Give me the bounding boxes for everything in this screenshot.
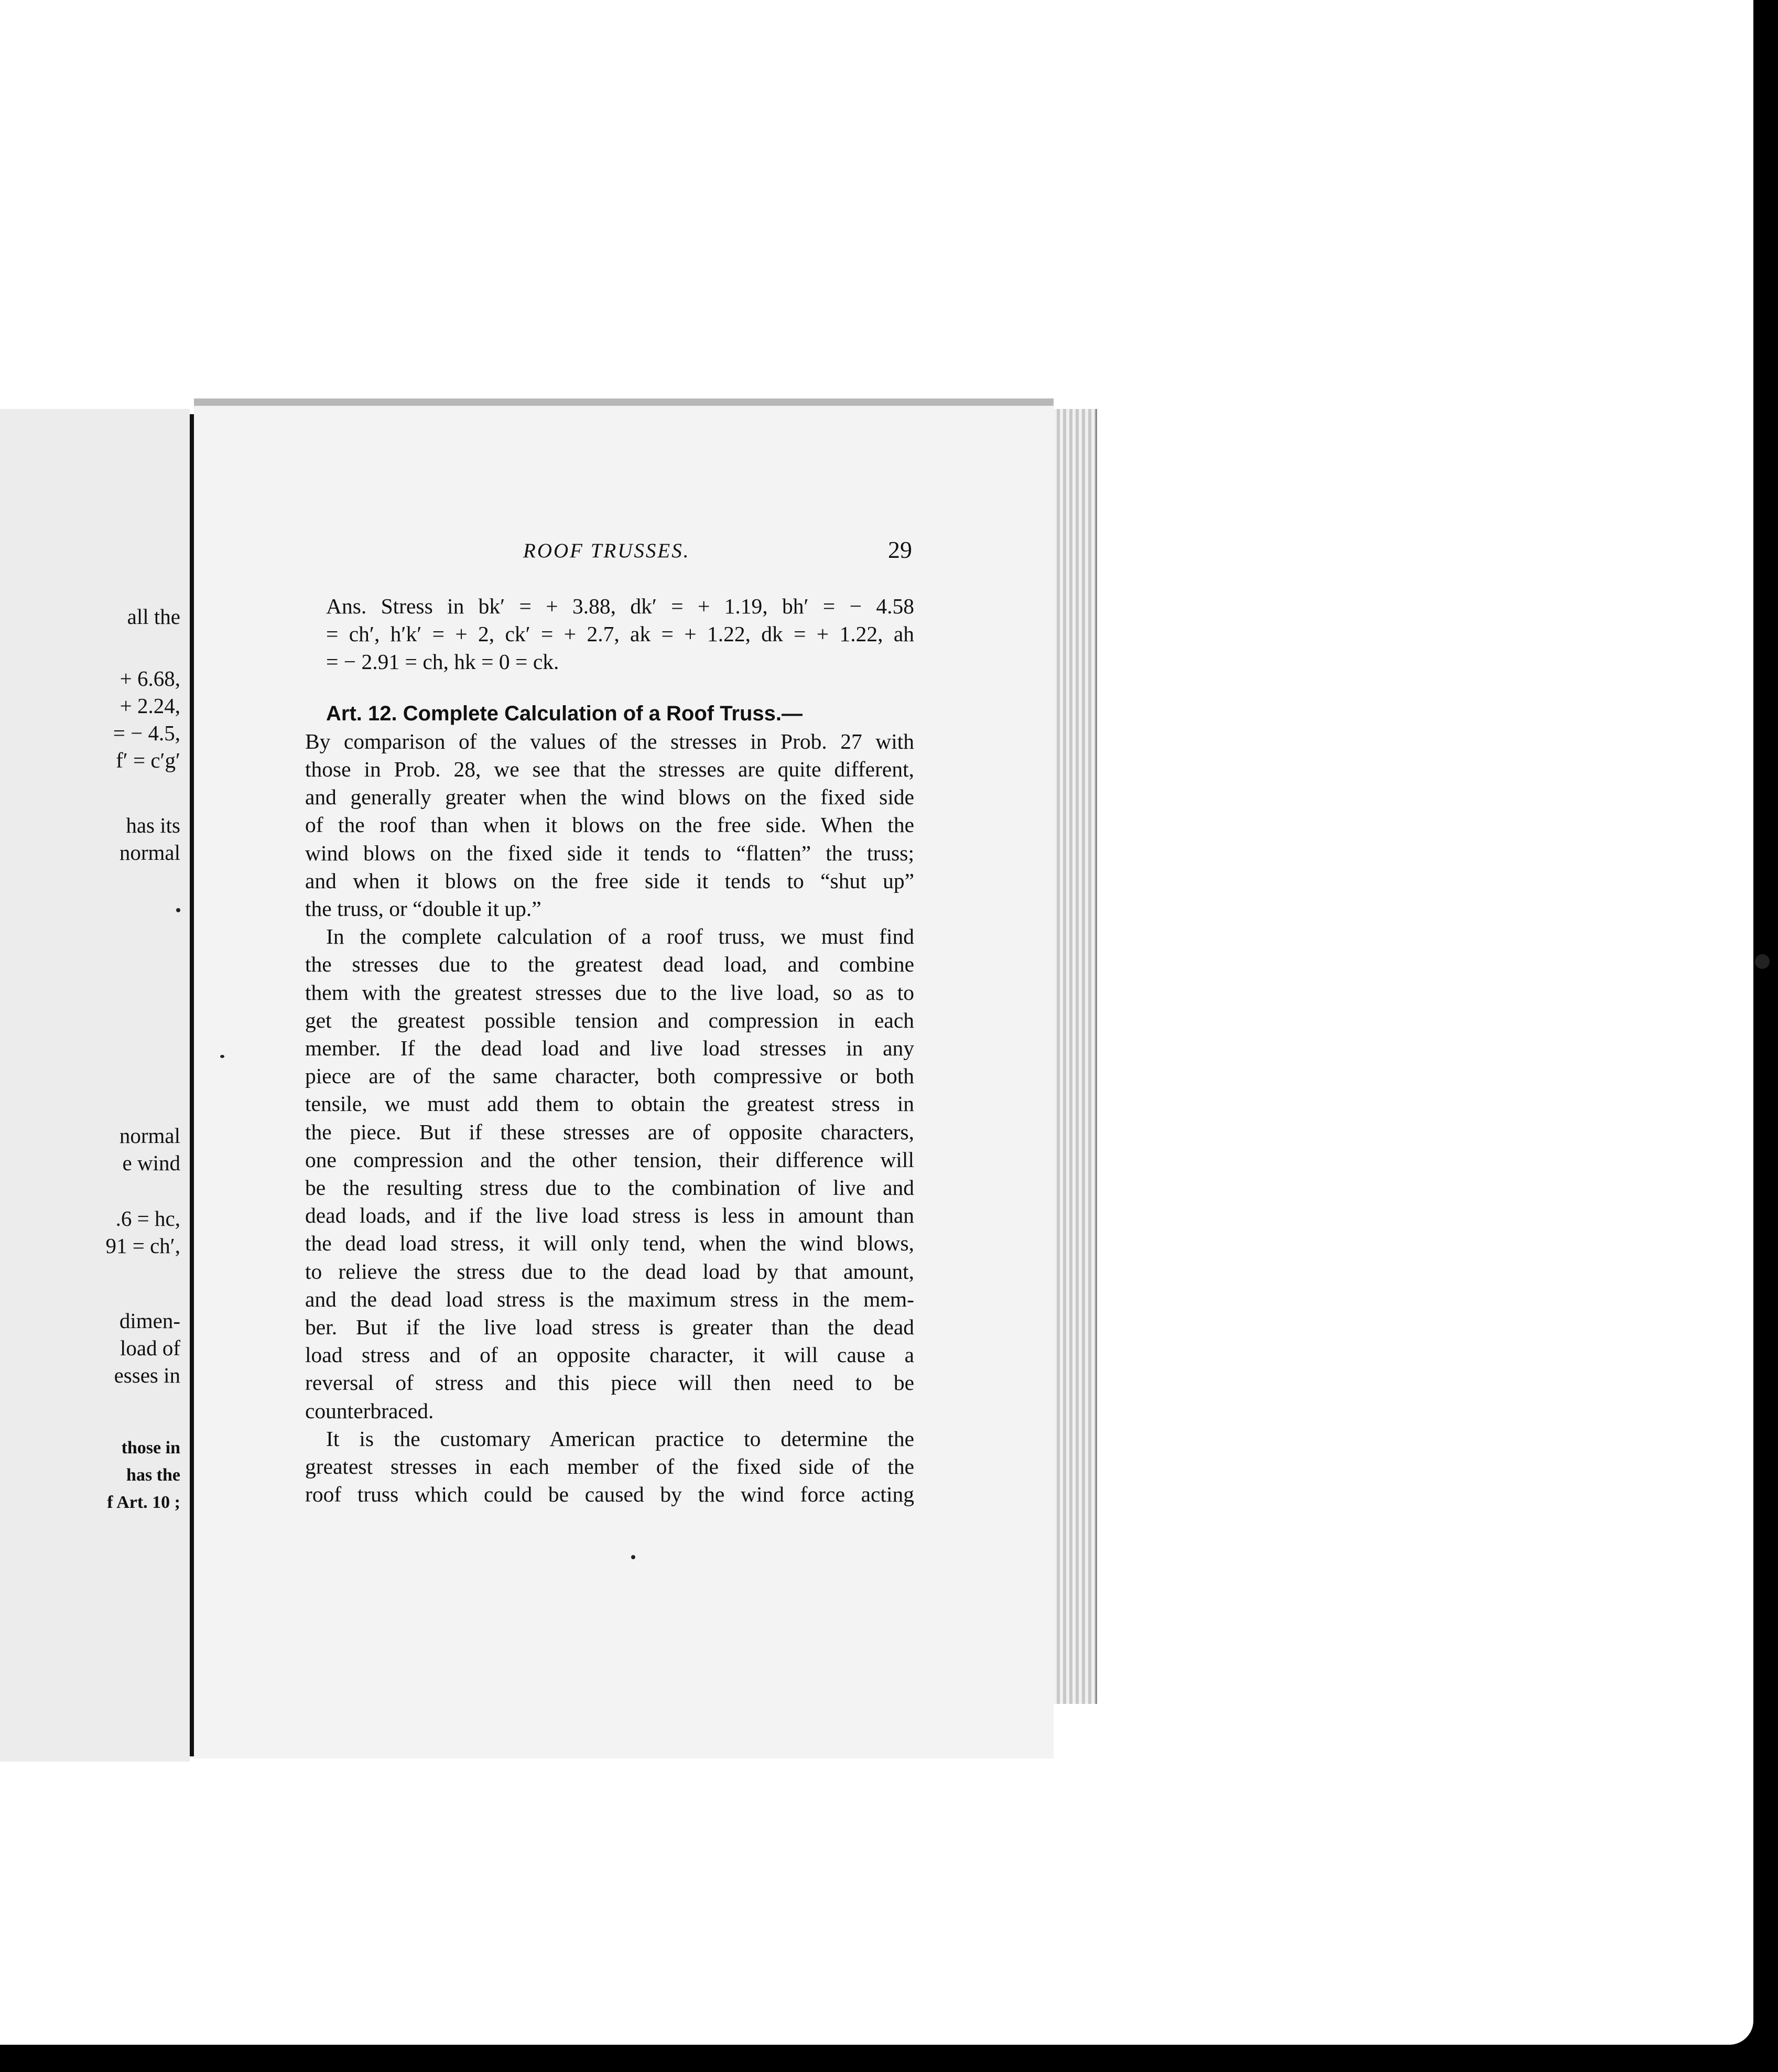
paragraph-line: It is the customary American practice to determine the — [326, 1426, 914, 1451]
left-page-line: has the — [126, 1465, 180, 1485]
left-page-line: has its — [126, 813, 180, 837]
paragraph-line: and when it blows on the free side it tends to “shut up” — [305, 868, 914, 893]
paragraph-line: In the complete calculation of a roof truss, we must find — [326, 924, 914, 949]
left-page-line: + 6.68, — [120, 666, 180, 690]
article-heading — [305, 699, 914, 728]
paragraph-line: to relieve the stress due to the dead load by that amount, — [305, 1259, 914, 1283]
paragraph-line: reversal of stress and this piece will then need to be — [305, 1370, 914, 1395]
left-page-line: + 2.24, — [120, 694, 180, 718]
left-page-line: normal — [119, 1124, 180, 1148]
paragraph-line: them with the greatest stresses due to the live load, so as to — [305, 980, 914, 1005]
left-page-line: f′ = c′g′ — [116, 748, 180, 772]
left-page-line: all the — [127, 605, 180, 629]
running-head: ROOF TRUSSES. — [523, 539, 690, 562]
scan-speck — [176, 908, 180, 912]
answer-paragraph — [305, 592, 914, 676]
answer-line: = − 2.91 = ch, hk = 0 = ck. — [326, 650, 559, 674]
paragraph-line: the dead load stress, it will only tend, when the wind blows, — [305, 1231, 914, 1256]
paragraph-line: ber. But if the live load stress is greater than the dead — [305, 1315, 914, 1340]
paragraph-line: load stress and of an opposite character, it will cause a — [305, 1343, 914, 1367]
paragraph-line: wind blows on the fixed side it tends to “flatten” the truss; — [305, 840, 914, 865]
left-page-line: = − 4.5, — [113, 721, 180, 745]
paragraph-line: those in Prob. 28, we see that the stresses are quite different, — [305, 757, 914, 782]
book-gutter — [190, 414, 194, 1756]
paragraph-line: By comparison of the values of the stresses in Prob. 27 with — [305, 729, 914, 753]
page-number: 29 — [888, 536, 912, 563]
scan-speck — [1755, 954, 1770, 969]
body-text — [305, 592, 914, 1509]
left-page-line: load of — [120, 1336, 180, 1360]
paragraph-line: dead loads, and if the live load stress is less in amount than — [305, 1203, 914, 1228]
left-page-line: e wind — [122, 1151, 180, 1175]
paragraph-line: be the resulting stress due to the combination of live and — [305, 1175, 914, 1200]
paragraph-line: greatest stresses in each member of the fixed side of the — [305, 1454, 914, 1479]
left-page-line: f Art. 10 ; — [107, 1493, 180, 1512]
paragraph-1 — [305, 728, 914, 923]
paragraph-line: and the dead load stress is the maximum stress in the mem- — [305, 1287, 914, 1311]
paragraph-line: tensile, we must add them to obtain the greatest stress in — [305, 1092, 914, 1116]
left-page-line: those in — [121, 1438, 180, 1458]
paragraph-line: and generally greater when the wind blows on the fixed side — [305, 785, 914, 810]
paragraph-line: the truss, or “double it up.” — [305, 897, 541, 921]
left-page-line: normal — [119, 840, 180, 865]
paragraph-line: counterbraced. — [305, 1398, 434, 1423]
paragraph-line: the stresses due to the greatest dead load, and combine — [305, 952, 914, 977]
scan-speck — [220, 1055, 224, 1058]
article-title: Art. 12. Complete Calculation of a Roof Truss.— — [326, 702, 803, 725]
paragraph-3 — [305, 1425, 914, 1509]
paragraph-line: of the roof than when it blows on the free side. When the — [305, 813, 914, 837]
left-page — [0, 409, 190, 1762]
paragraph-line: member. If the dead load and live load stresses in any — [305, 1036, 914, 1061]
paragraph-2 — [305, 923, 914, 1425]
left-page-line: dimen- — [119, 1309, 180, 1333]
paragraph-line: roof truss which could be caused by the wind force acting — [305, 1482, 914, 1507]
paragraph-line: piece are of the same character, both compressive or both — [305, 1064, 914, 1088]
answer-line: Ans. Stress in bk′ = + 3.88, dk′ = + 1.19, bh′ = − 4.58 — [326, 594, 914, 618]
scan-speck — [631, 1555, 635, 1559]
answer-line: = ch′, h′k′ = + 2, ck′ = + 2.7, ak = + 1.22, dk = + 1.22, ah — [326, 622, 914, 646]
left-page-line: 91 = ch′, — [105, 1234, 180, 1258]
paragraph-line: the piece. But if these stresses are of opposite characters, — [305, 1119, 914, 1144]
left-page-line: esses in — [114, 1363, 180, 1387]
left-page-line: .6 = hc, — [115, 1206, 180, 1231]
paragraph-line: one compression and the other tension, their difference will — [305, 1147, 914, 1172]
paragraph-line: get the greatest possible tension and compression in each — [305, 1008, 914, 1032]
